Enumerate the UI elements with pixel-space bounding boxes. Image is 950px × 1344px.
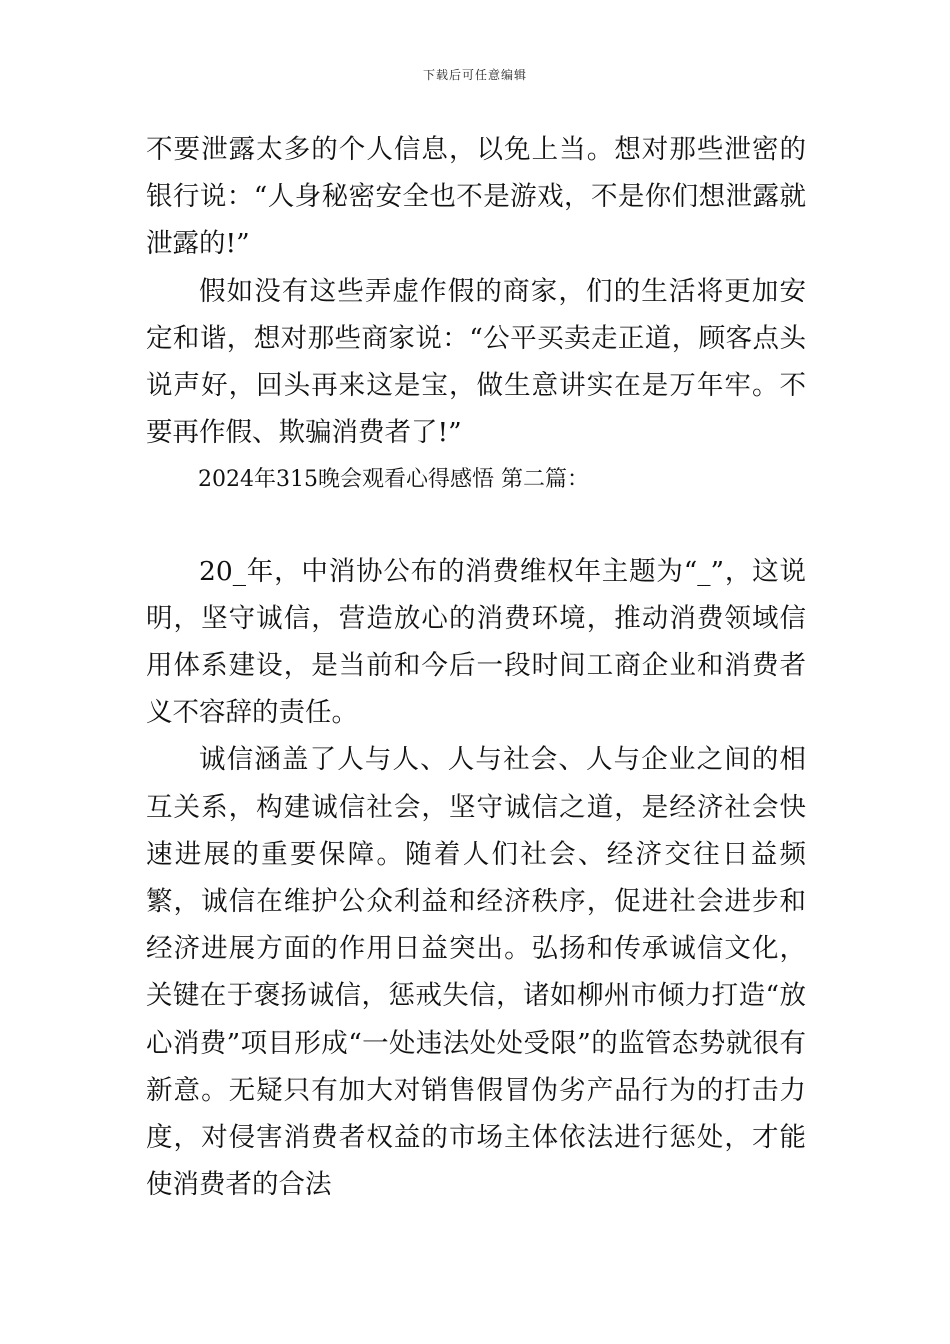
blank-line: [146, 504, 806, 548]
paragraph-3: 20_年，中消协公布的消费维权年主题为“_”，这说明，坚守诚信，营造放心的消费环境，推动消费领域信用体系建设，是当前和今后一段时间工商企业和消费者义不容辞的责任。: [146, 555, 806, 729]
header-note: 下载后可任意编辑: [422, 68, 527, 82]
paragraph-4: 诚信涵盖了人与人、人与社会、人与企业之间的相互关系，构建诚信社会，坚守诚信之道，是经济社会快速进展的重要保障。随着人们社会、经济交往日益频繁，诚信在维护公众利益和经济秩序，促进社会进步和经济进展方面的作用日益突出。弘扬和传承诚信文化，关键在于褒扬诚信，惩戒失信，诸如柳州市倾力打造“放心消费”项目形成“一处违法处处受限”的监管态势就很有新意。无疑只有加大对销售假冒伪劣产品行为的打击力度，对侵害消费者权益的市场主体依法进行惩处，才能使消费者的合法: [146, 744, 806, 1201]
paragraph-2: 假如没有这些弄虚作假的商家，们的生活将更加安定和谐，想对那些商家说：“公平买卖走正道，顾客点头说声好，回头再来这是宝，做生意讲实在是万年牢。不要再作假、欺骗消费者了!”: [146, 275, 806, 449]
document-body: [146, 126, 806, 1208]
paragraph-1: 不要泄露太多的个人信息，以免上当。想对那些泄密的银行说：“人身秘密安全也不是游戏，不是你们想泄露就泄露的!”: [146, 134, 806, 260]
section-heading: 2024年315晚会观看心得感悟 第二篇：: [198, 467, 589, 493]
